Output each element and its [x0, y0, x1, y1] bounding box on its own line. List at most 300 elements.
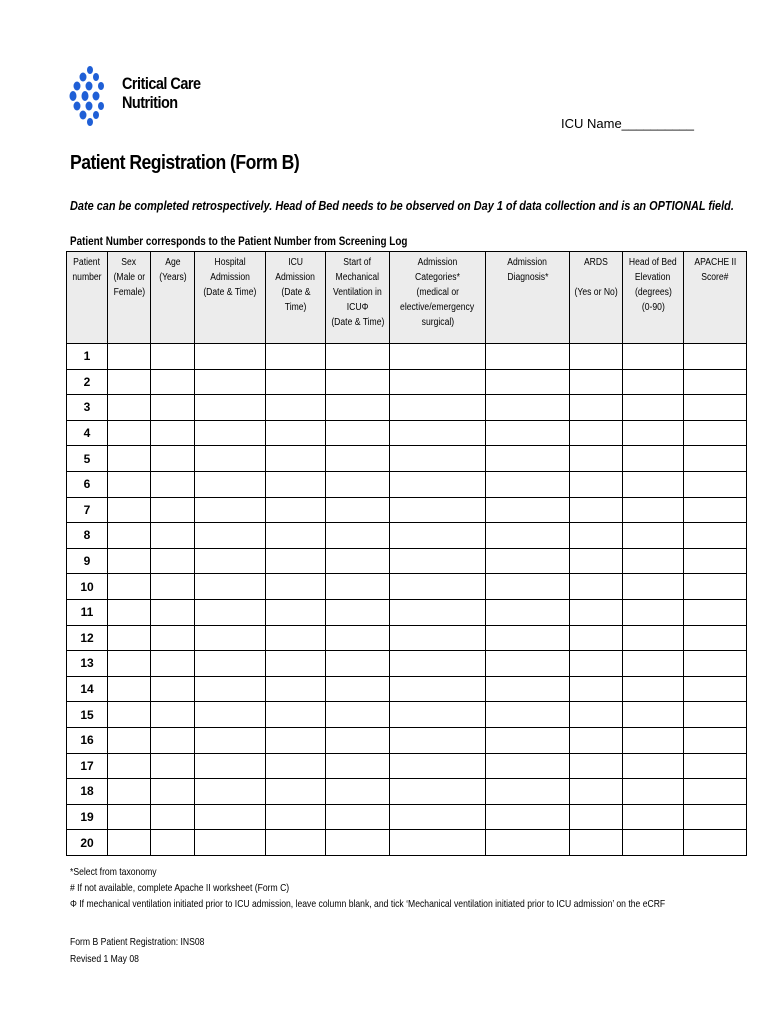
entry-cell[interactable] [684, 753, 747, 779]
entry-cell[interactable] [623, 548, 684, 574]
entry-cell[interactable] [684, 625, 747, 651]
logo-line-2: Nutrition [122, 93, 178, 112]
entry-cell[interactable] [570, 420, 623, 446]
entry-cell[interactable] [486, 779, 570, 805]
page-title: Patient Registration (Form B) [70, 152, 300, 174]
entry-cell[interactable] [151, 395, 195, 421]
column-header [67, 252, 108, 344]
entry-cell[interactable] [390, 471, 486, 497]
patient-number-cell: 18 [67, 779, 108, 805]
column-header-line: Score# [701, 272, 729, 283]
entry-cell[interactable] [570, 471, 623, 497]
entry-cell[interactable] [195, 830, 266, 856]
table-row [67, 446, 747, 472]
patient-number-cell: 15 [67, 702, 108, 728]
column-header-line: ARDS [584, 257, 608, 268]
patient-registration-table [66, 251, 747, 856]
entry-cell[interactable] [684, 804, 747, 830]
entry-cell[interactable] [390, 523, 486, 549]
entry-cell[interactable] [390, 651, 486, 677]
patient-number-cell: 16 [67, 727, 108, 753]
entry-cell[interactable] [570, 497, 623, 523]
entry-cell[interactable] [195, 753, 266, 779]
table-row [67, 804, 747, 830]
entry-cell[interactable] [151, 599, 195, 625]
patient-number-cell: 11 [67, 599, 108, 625]
entry-cell[interactable] [151, 625, 195, 651]
table-body [67, 344, 747, 856]
column-header-line: number [72, 272, 102, 283]
entry-cell[interactable] [623, 471, 684, 497]
entry-cell[interactable] [266, 830, 326, 856]
entry-cell[interactable] [390, 804, 486, 830]
table-row [67, 369, 747, 395]
column-header-line: Admission [210, 272, 250, 283]
table-row [67, 651, 747, 677]
entry-cell[interactable] [486, 651, 570, 677]
column-header-line: (Date & Time) [330, 317, 385, 328]
entry-cell[interactable] [108, 446, 151, 472]
column-header-line: Ventilation in [333, 287, 382, 298]
entry-cell[interactable] [195, 548, 266, 574]
column-header-line: Patient [73, 257, 101, 268]
entry-cell[interactable] [195, 651, 266, 677]
entry-cell[interactable] [684, 599, 747, 625]
entry-cell[interactable] [623, 702, 684, 728]
column-header-line: ICUΦ [346, 302, 369, 313]
entry-cell[interactable] [486, 599, 570, 625]
table-row [67, 779, 747, 805]
entry-cell[interactable] [570, 830, 623, 856]
icu-name-field[interactable]: ICU Name__________ [561, 116, 694, 131]
entry-cell[interactable] [684, 471, 747, 497]
entry-cell[interactable] [390, 702, 486, 728]
entry-cell[interactable] [266, 548, 326, 574]
column-header-line: (medical or [416, 287, 459, 298]
column-header-line: APACHE II [694, 257, 736, 268]
entry-cell[interactable] [266, 625, 326, 651]
entry-cell[interactable] [623, 830, 684, 856]
entry-cell[interactable] [623, 651, 684, 677]
column-header-line: (0-90) [641, 302, 665, 313]
entry-cell[interactable] [195, 804, 266, 830]
entry-cell[interactable] [151, 446, 195, 472]
entry-cell[interactable] [326, 676, 390, 702]
table-row [67, 625, 747, 651]
entry-cell[interactable] [486, 344, 570, 370]
entry-cell[interactable] [266, 599, 326, 625]
column-header-line: Female) [113, 287, 145, 298]
entry-cell[interactable] [390, 548, 486, 574]
entry-cell[interactable] [266, 676, 326, 702]
entry-cell[interactable] [390, 625, 486, 651]
entry-cell[interactable] [570, 676, 623, 702]
entry-cell[interactable] [195, 779, 266, 805]
entry-cell[interactable] [623, 420, 684, 446]
entry-cell[interactable] [570, 574, 623, 600]
entry-cell[interactable] [195, 369, 266, 395]
entry-cell[interactable] [486, 804, 570, 830]
column-header-line: (degrees) [634, 287, 672, 298]
entry-cell[interactable] [326, 599, 390, 625]
column-header-line: Elevation [635, 272, 671, 283]
entry-cell[interactable] [326, 395, 390, 421]
entry-cell[interactable] [623, 779, 684, 805]
entry-cell[interactable] [266, 395, 326, 421]
entry-cell[interactable] [326, 574, 390, 600]
entry-cell[interactable] [266, 804, 326, 830]
entry-cell[interactable] [108, 702, 151, 728]
entry-cell[interactable] [570, 523, 623, 549]
patient-number-cell: 2 [67, 369, 108, 395]
entry-cell[interactable] [326, 446, 390, 472]
patient-number-cell: 13 [67, 651, 108, 677]
patient-number-cell: 6 [67, 471, 108, 497]
table-row [67, 727, 747, 753]
entry-cell[interactable] [623, 676, 684, 702]
column-header [108, 252, 151, 344]
entry-cell[interactable] [151, 523, 195, 549]
entry-cell[interactable] [486, 446, 570, 472]
column-header-line: Time) [284, 302, 307, 313]
column-header [570, 252, 623, 344]
entry-cell[interactable] [108, 599, 151, 625]
entry-cell[interactable] [326, 727, 390, 753]
entry-cell[interactable] [151, 574, 195, 600]
critical-care-nutrition-logo [68, 64, 228, 128]
entry-cell[interactable] [570, 446, 623, 472]
entry-cell[interactable] [326, 420, 390, 446]
patient-number-cell: 7 [67, 497, 108, 523]
patient-number-cell: 17 [67, 753, 108, 779]
form-footer [70, 934, 204, 968]
table-row [67, 702, 747, 728]
screening-log-note: Patient Number corresponds to the Patient Number from Screening Log [70, 236, 408, 248]
table-row [67, 523, 747, 549]
entry-cell[interactable] [570, 804, 623, 830]
entry-cell[interactable] [570, 779, 623, 805]
footnotes [70, 864, 665, 912]
entry-cell[interactable] [570, 625, 623, 651]
entry-cell[interactable] [486, 727, 570, 753]
entry-cell[interactable] [326, 779, 390, 805]
entry-cell[interactable] [151, 497, 195, 523]
column-header-line: Head of Bed [629, 257, 677, 268]
entry-cell[interactable] [486, 497, 570, 523]
patient-number-cell: 19 [67, 804, 108, 830]
entry-cell[interactable] [486, 625, 570, 651]
entry-cell[interactable] [390, 420, 486, 446]
entry-cell[interactable] [570, 344, 623, 370]
entry-cell[interactable] [108, 523, 151, 549]
entry-cell[interactable] [151, 804, 195, 830]
entry-cell[interactable] [570, 548, 623, 574]
column-header-line: Hospital [214, 257, 246, 268]
entry-cell[interactable] [326, 625, 390, 651]
entry-cell[interactable] [326, 753, 390, 779]
entry-cell[interactable] [108, 651, 151, 677]
column-header-line: (Date & Time) [203, 287, 257, 298]
entry-cell[interactable] [486, 523, 570, 549]
patient-number-cell: 3 [67, 395, 108, 421]
patient-number-cell: 4 [67, 420, 108, 446]
entry-cell[interactable] [684, 344, 747, 370]
entry-cell[interactable] [108, 727, 151, 753]
table-row [67, 599, 747, 625]
entry-cell[interactable] [684, 574, 747, 600]
entry-cell[interactable] [326, 344, 390, 370]
column-header [195, 252, 266, 344]
column-header [486, 252, 570, 344]
entry-cell[interactable] [195, 702, 266, 728]
entry-cell[interactable] [108, 471, 151, 497]
column-header-line: Diagnosis* [506, 272, 549, 283]
entry-cell[interactable] [570, 599, 623, 625]
entry-cell[interactable] [390, 676, 486, 702]
entry-cell[interactable] [623, 395, 684, 421]
entry-cell[interactable] [623, 523, 684, 549]
entry-cell[interactable] [151, 753, 195, 779]
entry-cell[interactable] [108, 804, 151, 830]
entry-cell[interactable] [108, 574, 151, 600]
entry-cell[interactable] [390, 446, 486, 472]
entry-cell[interactable] [195, 625, 266, 651]
table-row [67, 471, 747, 497]
entry-cell[interactable] [266, 471, 326, 497]
entry-cell[interactable] [266, 651, 326, 677]
patient-number-cell: 9 [67, 548, 108, 574]
entry-cell[interactable] [390, 599, 486, 625]
column-header-line: Admission [275, 272, 316, 283]
entry-cell[interactable] [195, 446, 266, 472]
table-row [67, 830, 747, 856]
entry-cell[interactable] [266, 420, 326, 446]
entry-cell[interactable] [623, 369, 684, 395]
table-row [67, 676, 747, 702]
entry-cell[interactable] [623, 344, 684, 370]
entry-cell[interactable] [684, 395, 747, 421]
entry-cell[interactable] [390, 830, 486, 856]
entry-cell[interactable] [623, 446, 684, 472]
entry-cell[interactable] [108, 420, 151, 446]
entry-cell[interactable] [623, 753, 684, 779]
entry-cell[interactable] [390, 369, 486, 395]
entry-cell[interactable] [684, 727, 747, 753]
entry-cell[interactable] [390, 574, 486, 600]
entry-cell[interactable] [684, 369, 747, 395]
entry-cell[interactable] [151, 676, 195, 702]
entry-cell[interactable] [570, 753, 623, 779]
table-row [67, 753, 747, 779]
entry-cell[interactable] [326, 471, 390, 497]
entry-cell[interactable] [195, 676, 266, 702]
patient-number-cell: 14 [67, 676, 108, 702]
entry-cell[interactable] [108, 753, 151, 779]
entry-cell[interactable] [151, 779, 195, 805]
footnote-taxonomy: *Select from taxonomy [70, 866, 157, 878]
entry-cell[interactable] [623, 804, 684, 830]
entry-cell[interactable] [108, 395, 151, 421]
entry-cell[interactable] [108, 830, 151, 856]
table-row [67, 497, 747, 523]
entry-cell[interactable] [326, 523, 390, 549]
entry-cell[interactable] [151, 548, 195, 574]
entry-cell[interactable] [684, 446, 747, 472]
column-header-line: (Yes or No) [574, 287, 618, 298]
column-header-line: (Years) [158, 272, 187, 283]
column-header-line: Start of [343, 257, 372, 268]
entry-cell[interactable] [108, 369, 151, 395]
entry-cell[interactable] [390, 753, 486, 779]
patient-number-cell: 12 [67, 625, 108, 651]
column-header-line: Age [164, 257, 181, 268]
column-header-line: Mechanical [335, 272, 380, 283]
entry-cell[interactable] [326, 830, 390, 856]
column-header [151, 252, 195, 344]
entry-cell[interactable] [684, 497, 747, 523]
entry-cell[interactable] [195, 497, 266, 523]
entry-cell[interactable] [390, 344, 486, 370]
entry-cell[interactable] [486, 420, 570, 446]
entry-cell[interactable] [684, 676, 747, 702]
entry-cell[interactable] [570, 651, 623, 677]
column-header-line: Admission [507, 257, 548, 268]
entry-cell[interactable] [570, 369, 623, 395]
logo-text [122, 74, 201, 112]
entry-cell[interactable] [390, 395, 486, 421]
entry-cell[interactable] [486, 830, 570, 856]
entry-cell[interactable] [570, 727, 623, 753]
footer-form-id: Form B Patient Registration: INS08 [70, 936, 205, 948]
entry-cell[interactable] [151, 702, 195, 728]
entry-cell[interactable] [623, 497, 684, 523]
entry-cell[interactable] [266, 344, 326, 370]
column-header-line: elective/emergency [400, 302, 475, 313]
table-row [67, 395, 747, 421]
entry-cell[interactable] [684, 548, 747, 574]
patient-number-cell: 10 [67, 574, 108, 600]
table-row [67, 420, 747, 446]
column-header [326, 252, 390, 344]
entry-cell[interactable] [684, 651, 747, 677]
entry-cell[interactable] [195, 727, 266, 753]
column-header-line: Admission Categories* [415, 257, 460, 283]
entry-cell[interactable] [326, 651, 390, 677]
patient-number-cell: 8 [67, 523, 108, 549]
instruction-text: Date can be completed retrospectively. Head of Bed needs to be observed on Day 1 of data collection and is an OPTIONAL field. [70, 198, 734, 213]
entry-cell[interactable] [266, 702, 326, 728]
entry-cell[interactable] [195, 523, 266, 549]
column-header [684, 252, 747, 344]
table-row [67, 574, 747, 600]
footnote-apache: # If not available, complete Apache II worksheet (Form C) [70, 882, 290, 894]
entry-cell[interactable] [326, 497, 390, 523]
entry-cell[interactable] [326, 702, 390, 728]
entry-cell[interactable] [266, 779, 326, 805]
entry-cell[interactable] [486, 548, 570, 574]
entry-cell[interactable] [623, 599, 684, 625]
entry-cell[interactable] [266, 574, 326, 600]
entry-cell[interactable] [486, 369, 570, 395]
entry-cell[interactable] [390, 779, 486, 805]
patient-number-cell: 5 [67, 446, 108, 472]
entry-cell[interactable] [266, 446, 326, 472]
entry-cell[interactable] [195, 344, 266, 370]
entry-cell[interactable] [326, 548, 390, 574]
entry-cell[interactable] [623, 625, 684, 651]
entry-cell[interactable] [195, 574, 266, 600]
entry-cell[interactable] [195, 420, 266, 446]
entry-cell[interactable] [266, 369, 326, 395]
table-row [67, 548, 747, 574]
entry-cell[interactable] [684, 830, 747, 856]
entry-cell[interactable] [151, 830, 195, 856]
entry-cell[interactable] [108, 779, 151, 805]
entry-cell[interactable] [684, 420, 747, 446]
logo-line-1: Critical Care [122, 74, 201, 93]
entry-cell[interactable] [151, 369, 195, 395]
entry-cell[interactable] [486, 395, 570, 421]
column-header-line: (Male or [113, 272, 145, 283]
entry-cell[interactable] [108, 548, 151, 574]
entry-cell[interactable] [266, 753, 326, 779]
entry-cell[interactable] [151, 420, 195, 446]
entry-cell[interactable] [326, 369, 390, 395]
entry-cell[interactable] [486, 471, 570, 497]
entry-cell[interactable] [151, 651, 195, 677]
entry-cell[interactable] [684, 523, 747, 549]
entry-cell[interactable] [195, 395, 266, 421]
entry-cell[interactable] [266, 523, 326, 549]
column-header [266, 252, 326, 344]
entry-cell[interactable] [486, 753, 570, 779]
column-header-line: (Date & [280, 287, 311, 298]
entry-cell[interactable] [195, 471, 266, 497]
entry-cell[interactable] [623, 574, 684, 600]
column-header-line: Sex [121, 257, 137, 268]
column-header-line: surgical) [421, 317, 454, 328]
entry-cell[interactable] [108, 497, 151, 523]
entry-cell[interactable] [108, 625, 151, 651]
footer-revision: Revised 1 May 08 [70, 953, 139, 965]
entry-cell[interactable] [486, 676, 570, 702]
entry-cell[interactable] [151, 471, 195, 497]
entry-cell[interactable] [108, 344, 151, 370]
entry-cell[interactable] [326, 804, 390, 830]
entry-cell[interactable] [486, 702, 570, 728]
entry-cell[interactable] [195, 599, 266, 625]
table-row [67, 344, 747, 370]
entry-cell[interactable] [151, 344, 195, 370]
entry-cell[interactable] [390, 727, 486, 753]
entry-cell[interactable] [266, 727, 326, 753]
entry-cell[interactable] [570, 702, 623, 728]
column-header [390, 252, 486, 344]
patient-number-cell: 20 [67, 830, 108, 856]
entry-cell[interactable] [623, 727, 684, 753]
footnote-ventilation: Φ If mechanical ventilation initiated prior to ICU admission, leave column blank, and tick ‘Mechanical ventilation initiated prior to ICU admission’ on the eCRF [70, 898, 666, 910]
entry-cell[interactable] [684, 702, 747, 728]
entry-cell[interactable] [570, 395, 623, 421]
logo-mark-icon [68, 64, 118, 128]
entry-cell[interactable] [151, 727, 195, 753]
entry-cell[interactable] [486, 574, 570, 600]
entry-cell[interactable] [266, 497, 326, 523]
entry-cell[interactable] [108, 676, 151, 702]
entry-cell[interactable] [684, 779, 747, 805]
entry-cell[interactable] [390, 497, 486, 523]
table-header-row [67, 252, 747, 344]
